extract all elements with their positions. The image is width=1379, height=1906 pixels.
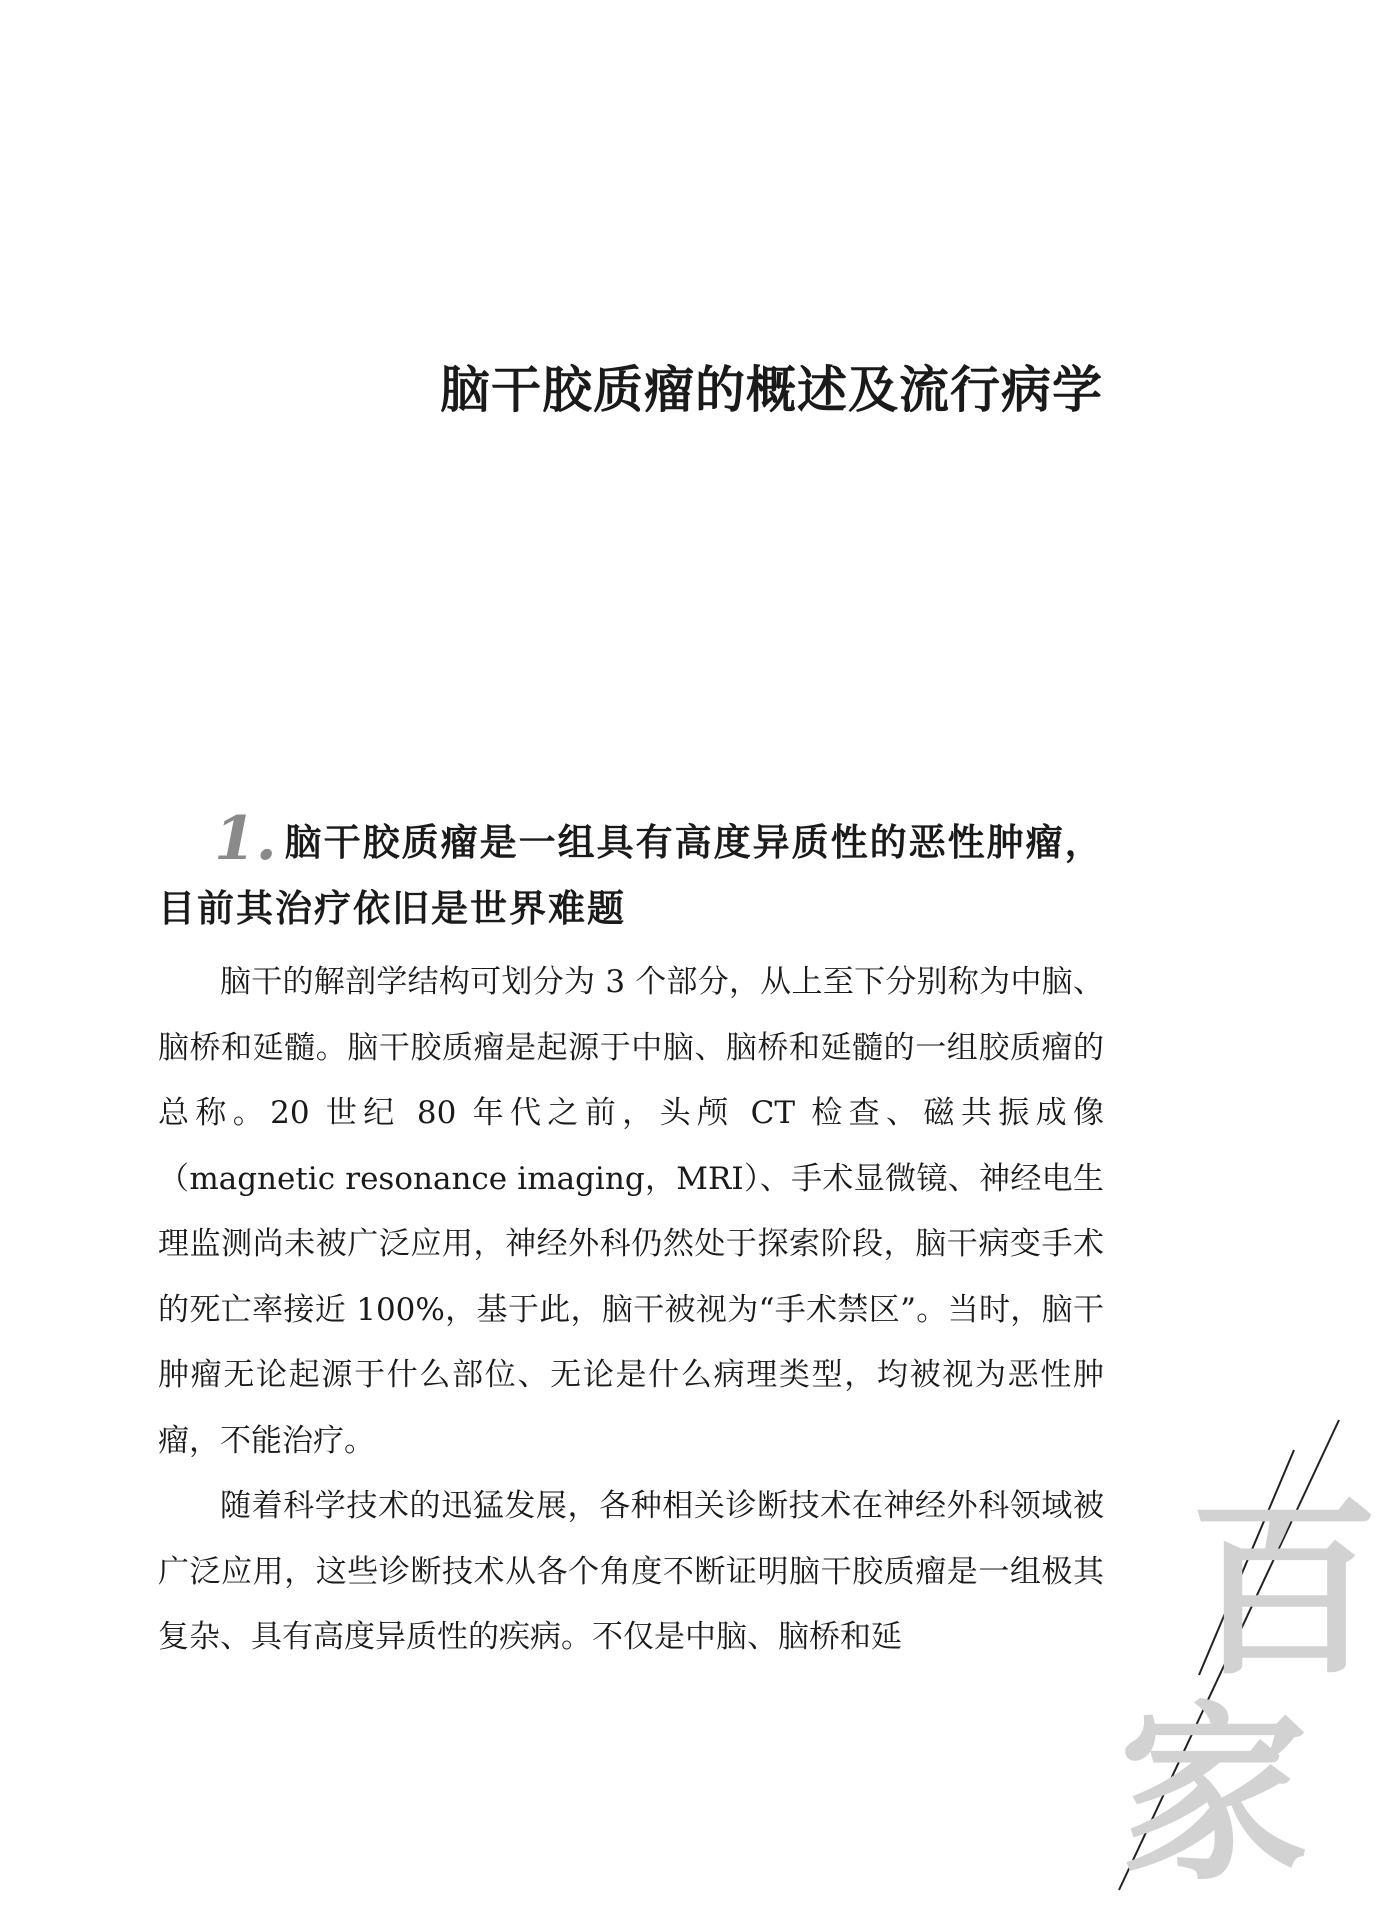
section-number: 1.: [214, 804, 277, 874]
paragraph-2: 随着科学技术的迅猛发展，各种相关诊断技术在神经外科领域被广泛应用，这些诊断技术从各个角度不断证明脑干胶质瘤是一组极其复杂、具有高度异质性的疾病。不仅是中脑、脑桥和延: [158, 1488, 1104, 1655]
section-heading-text: 脑干胶质瘤是一组具有高度异质性的恶性肿瘤，目前其治疗依旧是世界难题: [158, 821, 1104, 930]
section-heading: [158, 806, 1104, 942]
body-text: [158, 950, 1104, 1671]
page-title: 脑干胶质瘤的概述及流行病学: [440, 360, 1103, 419]
watermark-char-1: 百: [1188, 1478, 1379, 1701]
paragraph-1: 脑干的解剖学结构可划分为 3 个部分，从上至下分别称为中脑、脑桥和延髓。脑干胶质瘤是起源于中脑、脑桥和延髓的一组胶质瘤的总称。20 世纪 80 年代之前，头颅 CT 检查、磁共振成像（magnetic resonance imaging，MRI）、手术显微镜、神经电生理监测尚未被广泛应用，神经外科仍然处于探索阶段，脑干病变手术的死亡率接近 100%，基于此，脑干被视为“手术禁区”。当时，脑干肿瘤无论起源于什么部位、无论是什么病理类型，均被视为恶性肿瘤，不能治疗。: [158, 964, 1104, 1459]
watermark-char-2: 家: [1118, 1683, 1309, 1906]
